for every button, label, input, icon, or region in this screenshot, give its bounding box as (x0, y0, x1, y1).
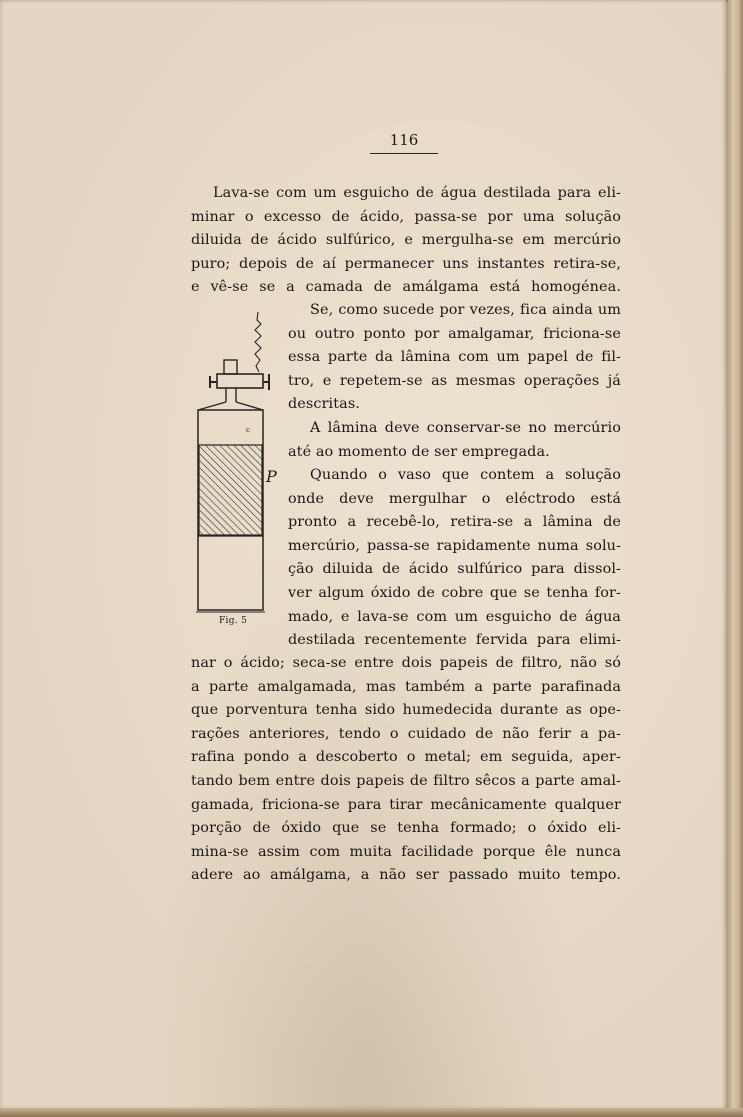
text-line: até ao momento de ser empregada. (288, 443, 550, 460)
text-line: rafina pondo a descoberto o metal; em seguida, aper- (191, 749, 621, 766)
figure-label-p: P (266, 467, 277, 486)
text-line: mina-se assim com muita facilidade porque êle nunca (191, 843, 621, 860)
text-line: adere ao amálgama, a não ser passado muito tempo. (191, 867, 621, 884)
text-line: nar o ácido; seca-se entre dois papeis de filtro, não só (191, 655, 621, 671)
text-line: que porventura tenha sido humedecida durante as ope- (191, 702, 621, 719)
text-line: gamada, friciona-se para tirar mecânicamente qualquer (191, 796, 621, 813)
page-number: 116 (370, 131, 438, 154)
paragraph-1 (191, 182, 621, 300)
text-line: pronto a recebê-lo, retira-se a lâmina de (288, 514, 621, 531)
text-line: A lâmina deve conservar-se no mercúrio (310, 420, 621, 436)
text-line: Lava-se com um esguicho de água destilada para eli- (213, 185, 621, 201)
text-line: ver algum óxido de cobre que se tenha for- (288, 584, 621, 601)
text-line: e vê-se se a camada de amálgama está homogénea. (191, 279, 621, 296)
paragraph-3 (288, 417, 621, 464)
text-line: mercúrio, passa-se rapidamente numa solu- (288, 537, 621, 554)
text-line: ção diluida de ácido sulfúrico para dissol- (288, 561, 621, 578)
text-line: mado, e lava-se com um esguicho de água (288, 608, 621, 625)
text-line: destilada recentemente fervida para elimi- (288, 632, 621, 649)
wire-coil (255, 312, 261, 372)
text-line: puro; depois de aí permanecer uns instantes retira-se, (191, 255, 621, 272)
paragraph-2 (288, 299, 621, 417)
terminal (224, 360, 237, 374)
figure-label-c: c (246, 426, 250, 434)
text-line: ou outro ponto por amalgamar, friciona-se (288, 325, 621, 342)
text-line: onde deve mergulhar o eléctrodo está (288, 490, 621, 507)
text-line: minar o excesso de ácido, passa-se por uma solução (191, 208, 621, 225)
figure-caption: Fig. 5 (219, 616, 248, 626)
text-line: tro, e repetem-se as mesmas operações já (288, 372, 621, 389)
text-line: tando bem entre dois papeis de filtro sêcos a parte amal- (191, 772, 621, 789)
paragraph-4-wide (191, 652, 621, 888)
paraffin-region (199, 445, 262, 535)
text-line: descritas. (288, 396, 360, 413)
clamp (217, 374, 263, 388)
paragraph-4-narrow (288, 464, 621, 653)
page-bottom-edge (0, 1108, 743, 1117)
text-line: diluida de ácido sulfúrico, e mergulha-se em mercúrio (191, 232, 621, 249)
text-line: porção de óxido que se tenha formado; o óxido eli- (191, 820, 621, 837)
page-edge (728, 0, 743, 1117)
text-line: a parte amalgamada, mas também a parte parafinada (191, 678, 621, 695)
text-line: essa parte da lâmina com um papel de fil- (288, 349, 621, 366)
text-line: Se, como sucede por vezes, fica ainda um (310, 302, 621, 318)
text-line: rações anteriores, tendo o cuidado de não ferir a pa- (191, 725, 621, 742)
text-line: Quando o vaso que contem a solução (310, 467, 621, 483)
